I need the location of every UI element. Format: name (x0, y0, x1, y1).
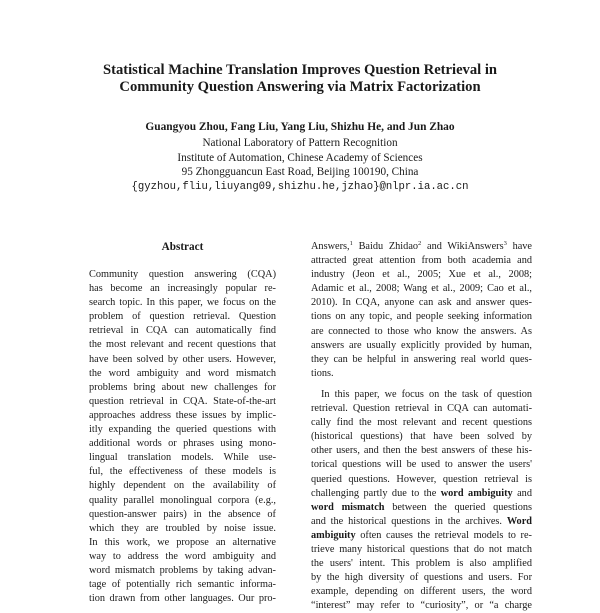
abstract-line: itly expanding the queried questions with (89, 424, 276, 436)
abstract-line: retrieval in CQA can automatically find (89, 325, 276, 337)
abstract-line: word mismatch problems by taking advan- (89, 564, 276, 576)
abstract-line: question-answer pairs) in the absence of (89, 508, 276, 520)
intro-line: attracted great attention from both academia and (311, 255, 532, 267)
abstract-line: quality parallel monolingual corpora (e.g., (89, 494, 276, 506)
bold-term: word mismatch (311, 501, 385, 513)
intro-line: industry (Jeon et al., 2005; Xue et al., 2008; (311, 269, 532, 281)
text-run: often causes the retrieval models to re- (355, 529, 532, 541)
footnote-mark: 2 (418, 240, 422, 247)
author-list: Guangyou Zhou, Fang Liu, Yang Liu, Shizhu He, and Jun Zhao (145, 121, 455, 133)
intro-line: tions on any topic, and people seeking information (311, 311, 532, 323)
footnote-mark: 3 (503, 240, 507, 247)
abstract-line: problems bring about new challenges for (89, 381, 276, 393)
intro-line: tions. (311, 367, 334, 379)
intro-line: answers are usually explicitly provided by human, (311, 339, 532, 351)
intro-line: are connected to those who know the answers. As (311, 325, 532, 337)
intro-body (311, 240, 532, 613)
text-run: have (506, 241, 533, 252)
abstract-body (89, 268, 276, 606)
abstract-line: problem of question retrieval. Question (89, 311, 276, 323)
footnote-mark: 1 (349, 240, 353, 247)
title-line-1: Statistical Machine Translation Improves Question Retrieval in (102, 62, 498, 78)
intro-line (311, 487, 532, 501)
abstract-line: tage of potentially rich semantic informa- (89, 579, 276, 591)
intro-line (311, 515, 532, 529)
affiliation-line-1: National Laboratory of Pattern Recognition (202, 137, 398, 149)
abstract-line: way to address the word ambiguity and (89, 550, 276, 562)
intro-line: 2010). In CQA, anyone can ask and answer ques- (311, 297, 532, 309)
intro-line: by the high diversity of questions and users. For (311, 572, 532, 584)
bold-term: ambiguity (311, 529, 356, 541)
text-run: and (512, 487, 532, 499)
affiliation-block (60, 136, 540, 194)
intro-line: example, depending on different users, the word (311, 586, 532, 598)
intro-line: In this paper, we focus on the task of question (321, 388, 532, 400)
intro-line: Adamic et al., 2008; Wang et al., 2009; Cao et al., (311, 283, 532, 295)
text-run: Baidu Zhidao (352, 241, 419, 252)
abstract-line: question retrieval in CQA. State-of-the-art (89, 395, 276, 407)
abstract-line: have been solved by other users. However, (89, 353, 276, 365)
author-emails: {gyzhou,fliu,liuyang09,shizhu.he,jzhao}@nlpr.ia.ac.cn (131, 180, 469, 193)
abstract-line: highly dependent on the availability of (89, 480, 276, 492)
affiliation-line-2: Institute of Automation, Chinese Academy of Sciences (177, 151, 423, 164)
abstract-line: the most relevant and recent questions that (89, 339, 276, 351)
intro-line: they can be helpful in answering real world ques- (311, 353, 532, 365)
intro-line: queried questions. However, question retrieval is (311, 473, 532, 485)
text-run: and the historical questions in the archives. (311, 515, 507, 527)
intro-line: trieve many historical questions that do not match (311, 543, 532, 555)
abstract-line: Community question answering (CQA) (89, 269, 276, 280)
abstract-line: ful, the effectiveness of these models is (89, 466, 276, 478)
abstract-line: In this work, we propose an alternative (89, 536, 276, 548)
text-run: between the queried questions (384, 501, 532, 513)
text-run: and WikiAnswers (421, 241, 504, 252)
bold-term: Word (506, 515, 532, 527)
abstract-line: search topic. In this paper, we focus on the (89, 297, 276, 309)
intro-line (311, 240, 532, 254)
intro-line: the users' intent. This problem is also amplified (311, 558, 532, 570)
abstract-heading: Abstract (161, 241, 204, 253)
title-line-2: Community Question Answering via Matrix Factorization (119, 79, 481, 95)
intro-line: cally find the most relevant and recent questions (311, 417, 532, 429)
abstract-line: lingual translation models. While use- (89, 452, 276, 464)
paper-title (60, 62, 540, 96)
bold-term: word ambiguity (440, 487, 513, 499)
intro-line (311, 501, 532, 515)
intro-line: torical questions will be used to answer the users' (311, 459, 532, 471)
text-run: Answers, (311, 241, 350, 252)
abstract-line: has become an increasingly popular re- (89, 283, 276, 295)
intro-line: (historical questions) that have been solved by (311, 431, 532, 443)
abstract-line: additional words or phrases using mono- (89, 438, 276, 450)
intro-line (311, 529, 532, 543)
abstract-line: which they are troubled by noise issue. (89, 522, 276, 534)
intro-line: retrieval. Question retrieval in CQA can automati- (311, 403, 532, 415)
abstract-line: the word ambiguity and word mismatch (89, 367, 276, 379)
intro-line: “interest” may refer to “curiosity”, or “a charge (311, 600, 532, 612)
text-run: challenging partly due to the (311, 487, 441, 499)
abstract-line: tion drawn from other languages. Our pro- (89, 593, 276, 605)
intro-line: other users, and then the best answers of these his- (311, 445, 532, 457)
affiliation-line-3: 95 Zhongguancun East Road, Beijing 100190, China (181, 166, 419, 178)
abstract-line: approaches address these issues by implic- (89, 409, 276, 421)
